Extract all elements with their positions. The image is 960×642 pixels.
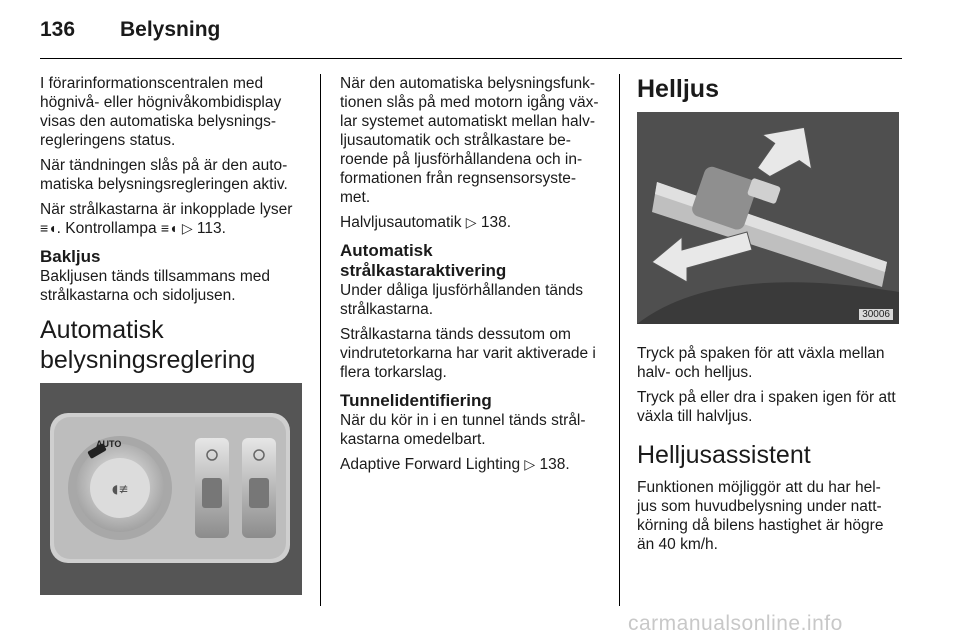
page-ref-arrow-icon: ▷: [181, 220, 193, 236]
heading-bakljus: Bakljus: [40, 247, 101, 266]
page-ref-arrow-icon: ▷: [524, 456, 536, 472]
paragraph-aktiv-2: Strålkastarna tänds dessutom om vindrutetorkarna har varit aktiverade i flera torkarslag.: [340, 326, 596, 381]
knob-auto-label: AUTO: [96, 439, 122, 449]
image-number: 30006: [859, 309, 893, 320]
stalk-illustration: [637, 112, 899, 324]
indicator-text: . Kontrollampa: [56, 220, 161, 237]
heading-helljusassistent: Helljusassistent: [637, 441, 811, 469]
column-divider-1: [320, 74, 321, 606]
paragraph-headlights-on: [40, 200, 308, 238]
stalk-image: [637, 112, 899, 324]
headlight-indicator-icon: ≡◖: [160, 220, 178, 236]
heading-automatisk-stralkastaraktivering: Automatisk strålkastaraktivering: [340, 241, 507, 280]
header-divider: [40, 58, 902, 59]
paragraph-bakljus: Bakljusen tänds tillsammans med strålkastarna och sidoljusen.: [40, 268, 271, 304]
page-ref-113: 113.: [192, 220, 226, 237]
paragraph-auto-function: När den automatiska belysningsfunk- tionen slås på med motorn igång väx- lar systemet automatiskt mellan halv- ljusautomatik och strålkastare be- roende på ljusförhållandena och in- formationen från regnsensorsyste- met.: [340, 75, 599, 206]
halvljus-text: Halvljusautomatik: [340, 214, 466, 231]
paragraph-tunnel: När du kör in i en tunnel tänds strål- kastarna omedelbart.: [340, 412, 586, 448]
headlight-icon: ≡◖: [40, 220, 57, 236]
paragraph-helljus-1: Tryck på spaken för att växla mellan halv- och helljus.: [637, 345, 885, 381]
page-ref-arrow-icon: ▷: [465, 214, 477, 230]
afl-text: Adaptive Forward Lighting: [340, 456, 525, 473]
paragraph-afl: [340, 455, 608, 474]
page-title: Belysning: [120, 18, 221, 41]
page-number: 136: [40, 18, 76, 41]
heading-automatisk-belysningsreglering: Automatisk belysningsreglering: [40, 316, 256, 374]
paragraph-halvljusautomatik: [340, 213, 608, 232]
paragraph-assist: Funktionen möjliggör att du har hel- jus som huvudbelysning under natt- körning då bilens hastighet är högre än 40 km/h.: [637, 479, 884, 553]
column-1: [40, 74, 308, 383]
page-ref-138: 138.: [535, 456, 570, 473]
watermark: carmanualsonline.info: [628, 612, 843, 635]
paragraph-status: I förarinformationscentralen med högnivå- eller högnivåkombidisplay visas den automatiska belysnings- regleringens status.: [40, 75, 282, 149]
page-header: [40, 18, 900, 58]
heading-tunnelidentifiering: Tunnelidentifiering: [340, 391, 492, 410]
paragraph-ignition: När tändningen slås på är den auto- matiska belysningsregleringen aktiv.: [40, 157, 288, 193]
column-divider-2: [619, 74, 620, 606]
headlights-on-text: När strålkastarna är inkopplade lyser: [40, 201, 293, 218]
light-switch-image: [40, 383, 302, 595]
paragraph-aktiv-1: Under dåliga ljusförhållanden tänds strålkastarna.: [340, 282, 583, 318]
paragraph-helljus-2: Tryck på eller dra i spaken igen för att växla till halvljus.: [637, 389, 896, 425]
svg-text:◖≢: ◖≢: [112, 482, 129, 496]
heading-helljus: Helljus: [637, 75, 719, 103]
light-switch-illustration: [40, 383, 302, 595]
page-ref-138: 138.: [476, 214, 512, 231]
column-2: [340, 74, 608, 480]
